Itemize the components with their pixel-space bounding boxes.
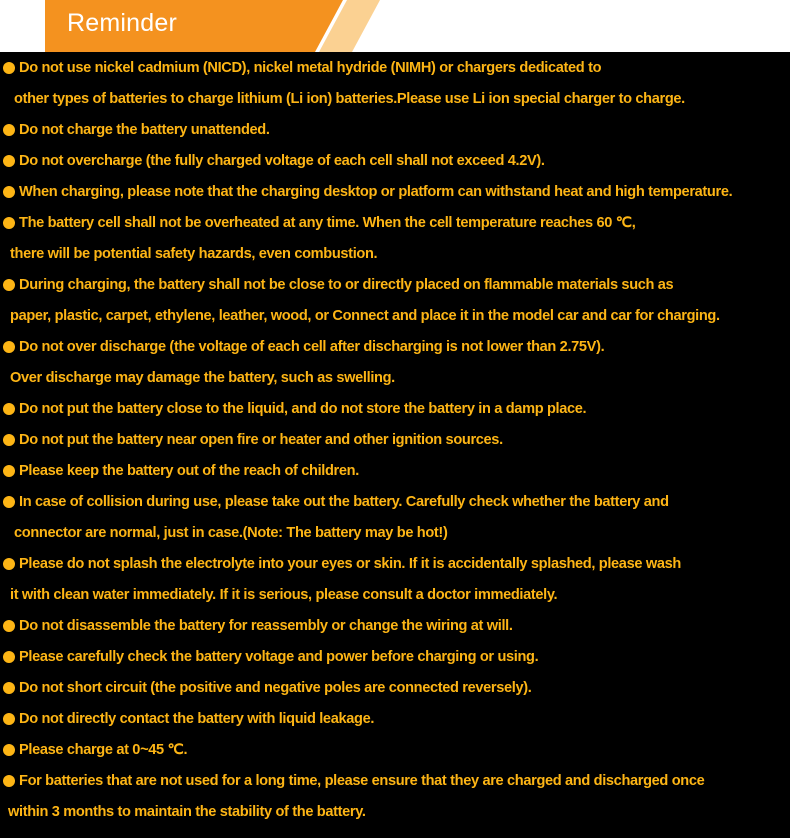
bullet-dot-icon <box>3 682 15 694</box>
reminder-item <box>0 115 790 146</box>
reminder-text: Do not short circuit (the positive and negative poles are connected reversely). <box>19 680 532 696</box>
bullet-dot-icon <box>3 713 15 725</box>
bullet-dot-icon <box>3 434 15 446</box>
bullet-dot-icon <box>3 341 15 353</box>
reminder-item <box>0 208 790 239</box>
reminder-text: Please keep the battery out of the reach of children. <box>19 463 359 479</box>
reminder-text: The battery cell shall not be overheated at any time. When the cell temperature reaches 60 ℃, <box>19 215 636 231</box>
reminder-item <box>0 487 790 518</box>
reminder-item <box>0 704 790 735</box>
reminder-item-continuation <box>0 363 790 394</box>
bullet-dot-icon <box>3 155 15 167</box>
reminder-text: there will be potential safety hazards, even combustion. <box>10 246 378 262</box>
bullet-dot-icon <box>3 465 15 477</box>
reminder-text: Do not put the battery close to the liquid, and do not store the battery in a damp place. <box>19 401 587 417</box>
reminder-item <box>0 394 790 425</box>
reminder-item-continuation <box>0 797 790 828</box>
reminder-item <box>0 766 790 797</box>
reminder-item <box>0 735 790 766</box>
bullet-dot-icon <box>3 186 15 198</box>
reminder-item <box>0 549 790 580</box>
reminder-text: For batteries that are not used for a long time, please ensure that they are charged and discharged once <box>19 773 705 789</box>
bullet-dot-icon <box>3 775 15 787</box>
bullet-dot-icon <box>3 651 15 663</box>
bullet-dot-icon <box>3 124 15 136</box>
reminder-item <box>0 146 790 177</box>
reminder-item <box>0 456 790 487</box>
reminder-text: Do not directly contact the battery with liquid leakage. <box>19 711 375 727</box>
bullet-dot-icon <box>3 62 15 74</box>
reminder-item <box>0 673 790 704</box>
reminder-item-continuation <box>0 301 790 332</box>
reminder-item <box>0 425 790 456</box>
reminder-tab <box>45 0 380 52</box>
reminder-text: Do not over discharge (the voltage of each cell after discharging is not lower than 2.75V). <box>19 339 605 355</box>
bullet-dot-icon <box>3 403 15 415</box>
reminder-item <box>0 611 790 642</box>
bullet-dot-icon <box>3 217 15 229</box>
reminder-item <box>0 642 790 673</box>
reminder-item-continuation <box>0 518 790 549</box>
reminder-text: Do not put the battery near open fire or heater and other ignition sources. <box>19 432 503 448</box>
reminder-item-continuation <box>0 239 790 270</box>
reminder-text: Over discharge may damage the battery, such as swelling. <box>10 370 395 386</box>
reminder-text: When charging, please note that the charging desktop or platform can withstand heat and high temperature. <box>19 184 733 200</box>
reminder-text: Do not disassemble the battery for reassembly or change the wiring at will. <box>19 618 513 634</box>
reminder-panel <box>0 52 790 838</box>
reminder-text: Please charge at 0~45 ℃. <box>19 742 188 758</box>
reminder-text: Do not charge the battery unattended. <box>19 122 270 138</box>
reminder-text: other types of batteries to charge lithium (Li ion) batteries.Please use Li ion special charger to charge. <box>14 91 685 107</box>
reminder-text: In case of collision during use, please take out the battery. Carefully check whether the battery and <box>19 494 669 510</box>
reminder-text: Do not use nickel cadmium (NICD), nickel metal hydride (NIMH) or chargers dedicated to <box>19 60 602 76</box>
reminder-item <box>0 177 790 208</box>
reminder-item-continuation <box>0 580 790 611</box>
reminder-item-continuation <box>0 84 790 115</box>
reminder-text: Please carefully check the battery voltage and power before charging or using. <box>19 649 539 665</box>
header-bar <box>0 0 790 52</box>
page-title: Reminder <box>67 9 177 37</box>
bullet-dot-icon <box>3 496 15 508</box>
reminder-text: Please do not splash the electrolyte into your eyes or skin. If it is accidentally splashed, please wash <box>19 556 681 572</box>
reminder-text: paper, plastic, carpet, ethylene, leather, wood, or Connect and place it in the model car and car for charging. <box>10 308 720 324</box>
reminder-text: Do not overcharge (the fully charged voltage of each cell shall not exceed 4.2V). <box>19 153 545 169</box>
reminder-text: During charging, the battery shall not be close to or directly placed on flammable materials such as <box>19 277 674 293</box>
reminder-item <box>0 332 790 363</box>
reminder-item <box>0 53 790 84</box>
bullet-dot-icon <box>3 620 15 632</box>
reminder-item <box>0 270 790 301</box>
bullet-dot-icon <box>3 558 15 570</box>
reminder-text: within 3 months to maintain the stability of the battery. <box>8 804 366 820</box>
bullet-dot-icon <box>3 744 15 756</box>
reminder-text: connector are normal, just in case.(Note: The battery may be hot!) <box>14 525 448 541</box>
reminder-text: it with clean water immediately. If it is serious, please consult a doctor immediately. <box>10 587 558 603</box>
bullet-dot-icon <box>3 279 15 291</box>
